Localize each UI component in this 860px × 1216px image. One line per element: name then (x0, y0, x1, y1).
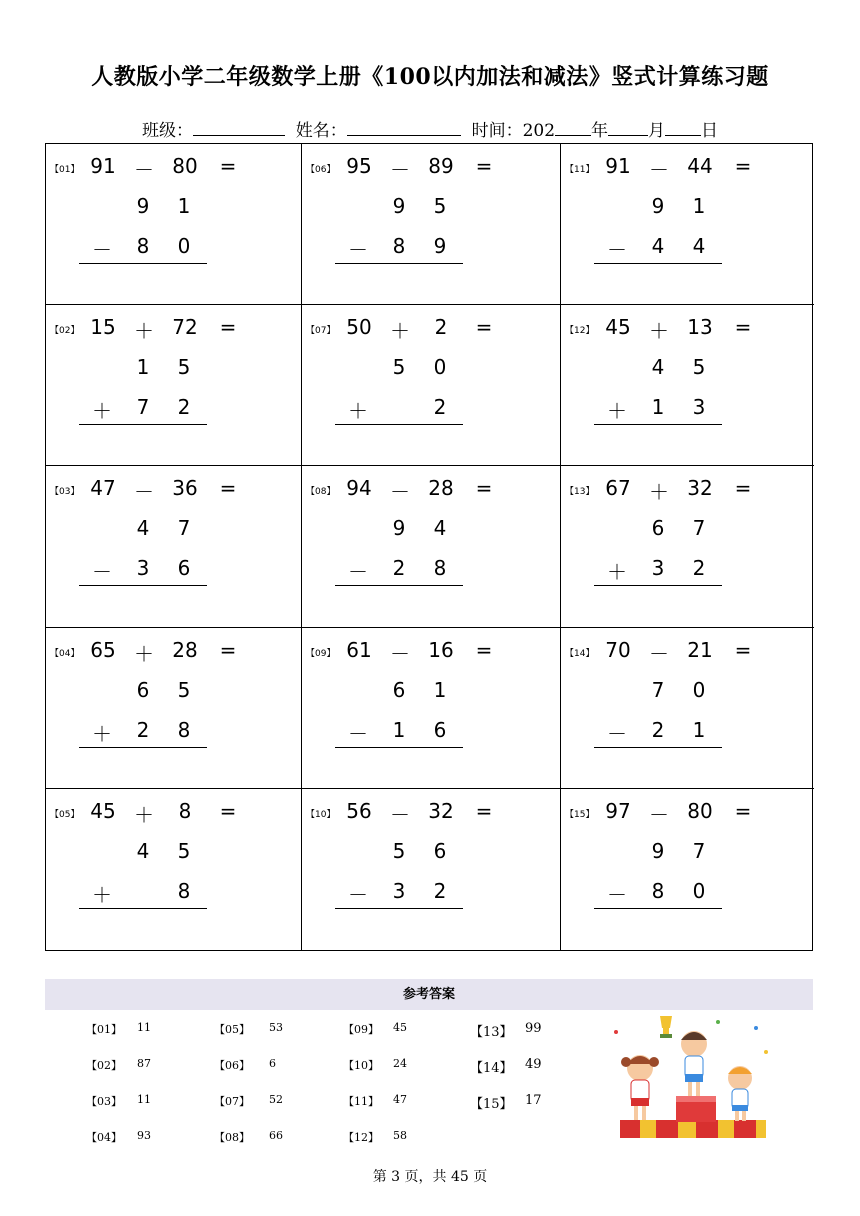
equation-op: － (134, 158, 154, 182)
equation-eq: = (734, 154, 752, 178)
name-blank[interactable] (347, 121, 461, 136)
vertical-operator: ＋ (92, 882, 112, 907)
answer-value: 47 (393, 1093, 407, 1106)
equation-b: 8 (178, 798, 192, 823)
name-label: 姓名： (295, 121, 347, 141)
vertical-digit: 6 (433, 717, 447, 742)
answer-label: 【02】 (86, 1059, 122, 1072)
vertical-digit: 8 (136, 234, 150, 258)
vertical-digit: 7 (651, 677, 665, 702)
page-footer: 第 3 页，共 45 页 (372, 1169, 488, 1185)
vertical-digit: 9 (651, 838, 665, 863)
equation-eq: = (475, 154, 493, 178)
year-blank[interactable] (555, 121, 591, 136)
vertical-bottom-row (561, 234, 801, 264)
vertical-digit: 2 (177, 395, 191, 420)
answer-value: 66 (269, 1129, 283, 1142)
answer-item (343, 1021, 433, 1037)
vertical-top-row (46, 678, 286, 708)
vertical-digit: 0 (692, 677, 706, 702)
vertical-bottom-row (561, 879, 801, 909)
answer-line[interactable] (594, 585, 722, 586)
equation-op: － (390, 158, 410, 182)
answer-label: 【04】 (86, 1131, 122, 1144)
answer-line[interactable] (335, 747, 463, 748)
vertical-operator: － (607, 721, 627, 746)
answer-value: 24 (393, 1057, 407, 1070)
answer-value: 52 (269, 1093, 283, 1106)
vertical-digit: 9 (136, 194, 150, 218)
vertical-digit: 9 (651, 194, 665, 218)
vertical-operator: ＋ (92, 399, 112, 424)
problem-cell (561, 305, 814, 466)
vertical-digit: 5 (392, 355, 406, 380)
vertical-digit: 3 (692, 395, 706, 420)
vertical-operator: ＋ (607, 399, 627, 424)
class-label: 班级： (141, 121, 193, 141)
problem-number: 【01】 (50, 165, 80, 175)
answer-line[interactable] (79, 263, 207, 264)
equation-op: ＋ (390, 319, 410, 344)
equation-b: 80 (172, 154, 198, 178)
vertical-digit: 9 (392, 194, 406, 218)
vertical-digit: 7 (692, 838, 706, 863)
answer-item (343, 1093, 433, 1109)
vertical-digit: 1 (177, 194, 191, 218)
vertical-operator: － (348, 238, 368, 262)
equation-a: 97 (605, 798, 631, 823)
problem-number: 【13】 (565, 487, 595, 498)
equation-b: 36 (172, 476, 198, 501)
equation-eq: = (219, 637, 237, 662)
answer-line[interactable] (335, 908, 463, 909)
equation-b: 32 (428, 798, 454, 823)
vertical-digit: 1 (692, 717, 706, 742)
equation-a: 95 (346, 154, 372, 178)
answer-value: 17 (525, 1093, 542, 1108)
answer-item (470, 1021, 560, 1040)
vertical-digit: 7 (136, 395, 150, 420)
equation-b: 2 (434, 315, 448, 340)
answer-line[interactable] (594, 263, 722, 264)
vertical-digit: 5 (692, 355, 706, 380)
answer-label: 【14】 (470, 1061, 513, 1076)
answer-value: 93 (137, 1129, 151, 1142)
vertical-digit: 7 (177, 516, 191, 541)
problem-cell (46, 144, 302, 305)
problem-cell (302, 466, 561, 627)
vertical-bottom-row (302, 879, 542, 909)
answer-item (86, 1057, 176, 1073)
equation-eq: = (219, 154, 237, 178)
answer-item (470, 1057, 560, 1076)
vertical-digit: 2 (392, 556, 406, 581)
vertical-bottom-row (46, 234, 286, 264)
vertical-operator: ＋ (92, 721, 112, 746)
vertical-digit: 6 (651, 516, 665, 541)
vertical-digit: 3 (136, 556, 150, 581)
problem-number: 【04】 (50, 648, 80, 659)
answer-item (214, 1057, 304, 1073)
equation-op: － (390, 802, 410, 827)
vertical-operator: ＋ (348, 399, 368, 424)
equation-b: 89 (428, 154, 454, 178)
vertical-digit: 4 (136, 838, 150, 863)
equation-b: 80 (687, 798, 713, 823)
vertical-digit: 9 (392, 516, 406, 541)
equation-op: ＋ (649, 319, 669, 344)
vertical-digit: 8 (177, 717, 191, 742)
equation-eq: = (219, 798, 237, 823)
equation-eq: = (734, 798, 752, 823)
vertical-digit: 2 (692, 556, 706, 581)
problem-cell (46, 789, 302, 950)
equation-b: 16 (428, 637, 454, 662)
equation-op: ＋ (134, 641, 154, 666)
equation-eq: = (734, 637, 752, 662)
vertical-digit: 0 (177, 234, 191, 258)
answer-line[interactable] (79, 747, 207, 748)
equation-eq: = (219, 476, 237, 501)
vertical-digit: 6 (392, 677, 406, 702)
answer-item (214, 1093, 304, 1109)
vertical-digit: 5 (392, 838, 406, 863)
equation-b: 72 (172, 315, 198, 340)
answer-label: 【12】 (343, 1131, 379, 1144)
answer-label: 【11】 (343, 1095, 379, 1108)
vertical-bottom-row (302, 556, 542, 586)
problem-number: 【10】 (306, 809, 336, 820)
equation-eq: = (734, 476, 752, 501)
equation-eq: = (475, 637, 493, 662)
vertical-digit: 5 (177, 838, 191, 863)
problem-number: 【06】 (306, 165, 336, 175)
vertical-digit: 4 (136, 516, 150, 541)
equation-a: 67 (605, 476, 631, 501)
vertical-digit: 5 (177, 677, 191, 702)
answer-line[interactable] (79, 908, 207, 909)
problem-cell (302, 628, 561, 789)
vertical-digit: 1 (692, 194, 706, 218)
answer-value: 58 (393, 1129, 407, 1142)
problem-number: 【15】 (565, 809, 595, 820)
equation-b: 21 (687, 637, 713, 662)
problem-cell (46, 305, 302, 466)
equation-a: 50 (346, 315, 372, 340)
problem-number: 【14】 (565, 648, 595, 659)
answer-item (343, 1129, 433, 1145)
vertical-digit: 2 (136, 717, 150, 742)
vertical-digit: 8 (651, 878, 665, 903)
vertical-digit: 2 (433, 395, 447, 420)
vertical-digit: 1 (136, 355, 150, 380)
vertical-operator: － (348, 882, 368, 907)
equation-eq: = (734, 315, 752, 340)
answer-line[interactable] (594, 424, 722, 425)
month-label: 月 (648, 121, 666, 141)
equation-op: － (649, 641, 669, 666)
year-label: 年 (591, 121, 609, 141)
equation-eq: = (475, 476, 493, 501)
problem-cell (46, 628, 302, 789)
equation-a: 47 (90, 476, 116, 501)
answer-line[interactable] (335, 263, 463, 264)
problem-grid (45, 143, 813, 951)
answer-label: 【07】 (214, 1095, 250, 1108)
vertical-top-row (46, 355, 286, 385)
vertical-operator: － (348, 721, 368, 746)
answer-item (214, 1129, 304, 1145)
problem-number: 【08】 (306, 487, 336, 498)
answer-line[interactable] (335, 585, 463, 586)
equation-a: 56 (346, 798, 372, 823)
day-label: 日 (701, 121, 719, 141)
problem-cell (561, 144, 814, 305)
equation-eq: = (475, 315, 493, 340)
answer-line[interactable] (79, 585, 207, 586)
answer-value: 53 (269, 1021, 283, 1034)
vertical-digit: 4 (433, 516, 447, 541)
vertical-digit: 8 (433, 556, 447, 581)
answer-label: 【08】 (214, 1131, 250, 1144)
vertical-digit: 8 (177, 878, 191, 903)
answer-label: 【05】 (214, 1023, 250, 1036)
vertical-top-row (302, 516, 542, 546)
day-blank[interactable] (665, 121, 701, 136)
equation-eq: = (219, 315, 237, 340)
answer-value: 99 (525, 1021, 542, 1036)
problem-cell (561, 789, 814, 950)
answer-value: 45 (393, 1021, 407, 1034)
answer-label: 【10】 (343, 1059, 379, 1072)
vertical-top-row (561, 194, 801, 224)
answer-line[interactable] (594, 908, 722, 909)
equation-a: 91 (605, 154, 631, 178)
equation-b: 28 (172, 637, 198, 662)
vertical-bottom-row (46, 556, 286, 586)
vertical-bottom-row (46, 718, 286, 748)
answer-label: 【13】 (470, 1025, 513, 1040)
vertical-bottom-row (302, 395, 542, 425)
equation-a: 45 (90, 798, 116, 823)
vertical-bottom-row (302, 718, 542, 748)
vertical-digit: 3 (392, 878, 406, 903)
vertical-top-row (561, 516, 801, 546)
vertical-top-row (46, 516, 286, 546)
vertical-digit: 4 (692, 234, 706, 258)
answer-item (470, 1093, 560, 1112)
answer-value: 87 (137, 1057, 151, 1070)
vertical-digit: 3 (651, 556, 665, 581)
vertical-bottom-row (46, 879, 286, 909)
equation-a: 70 (605, 637, 631, 662)
answer-value: 11 (137, 1021, 151, 1034)
answer-value: 6 (269, 1057, 276, 1070)
vertical-digit: 5 (433, 194, 447, 218)
answer-label: 【03】 (86, 1095, 122, 1108)
vertical-top-row (561, 839, 801, 869)
vertical-top-row (46, 839, 286, 869)
answer-item (86, 1021, 176, 1037)
vertical-operator: － (607, 882, 627, 907)
answer-item (343, 1057, 433, 1073)
problem-number: 【09】 (306, 648, 336, 659)
problem-cell (561, 466, 814, 627)
answer-line[interactable] (335, 424, 463, 425)
student-info-line (0, 116, 860, 141)
month-blank[interactable] (608, 121, 648, 136)
equation-op: － (649, 158, 669, 182)
equation-op: ＋ (649, 480, 669, 505)
vertical-digit: 9 (433, 234, 447, 258)
problem-cell (561, 628, 814, 789)
vertical-top-row (561, 355, 801, 385)
vertical-operator: － (92, 560, 112, 585)
equation-op: － (649, 802, 669, 827)
equation-a: 91 (90, 154, 116, 178)
answer-label: 【09】 (343, 1023, 379, 1036)
vertical-digit: 6 (433, 838, 447, 863)
page-title: 人教版小学二年级数学上册《100以内加法和减法》竖式计算练习题 (91, 64, 769, 90)
answer-line[interactable] (79, 424, 207, 425)
equation-b: 13 (687, 315, 713, 340)
vertical-bottom-row (561, 395, 801, 425)
vertical-operator: － (348, 560, 368, 585)
vertical-top-row (302, 839, 542, 869)
time-label: 时间：202 (471, 121, 556, 141)
equation-op: － (134, 480, 154, 505)
equation-op: － (390, 641, 410, 666)
equation-b: 28 (428, 476, 454, 501)
problem-cell (302, 305, 561, 466)
equation-a: 61 (346, 637, 372, 662)
answer-label: 【15】 (470, 1097, 513, 1112)
vertical-bottom-row (46, 395, 286, 425)
equation-b: 32 (687, 476, 713, 501)
vertical-top-row (302, 194, 542, 224)
problem-number: 【03】 (50, 487, 80, 498)
kids-podium-illustration (606, 1012, 776, 1142)
vertical-digit: 1 (433, 677, 447, 702)
vertical-digit: 1 (392, 717, 406, 742)
equation-eq: = (475, 798, 493, 823)
problem-cell (302, 144, 561, 305)
vertical-top-row (302, 355, 542, 385)
equation-a: 94 (346, 476, 372, 501)
equation-a: 45 (605, 315, 631, 340)
vertical-top-row (561, 678, 801, 708)
problem-number: 【07】 (306, 326, 336, 337)
answer-line[interactable] (594, 747, 722, 748)
answer-item (214, 1021, 304, 1037)
vertical-digit: 8 (392, 234, 406, 258)
problem-number: 【02】 (50, 326, 80, 337)
vertical-digit: 6 (136, 677, 150, 702)
vertical-operator: － (607, 238, 627, 262)
vertical-top-row (302, 678, 542, 708)
equation-a: 65 (90, 637, 116, 662)
equation-b: 44 (687, 154, 713, 178)
vertical-digit: 2 (651, 717, 665, 742)
problem-number: 【12】 (565, 326, 595, 337)
vertical-digit: 5 (177, 355, 191, 380)
equation-op: ＋ (134, 319, 154, 344)
answer-item (86, 1129, 176, 1145)
vertical-bottom-row (561, 718, 801, 748)
vertical-top-row (46, 194, 286, 224)
vertical-operator: － (92, 238, 112, 262)
problem-cell (302, 789, 561, 950)
equation-op: － (390, 480, 410, 505)
vertical-digit: 1 (651, 395, 665, 420)
answer-key-header: 参考答案 (45, 979, 813, 1010)
vertical-digit: 2 (433, 878, 447, 903)
vertical-bottom-row (302, 234, 542, 264)
answer-value: 11 (137, 1093, 151, 1106)
answer-value: 49 (525, 1057, 542, 1072)
vertical-operator: ＋ (607, 560, 627, 585)
vertical-digit: 7 (692, 516, 706, 541)
problem-number: 【11】 (565, 165, 595, 175)
problem-number: 【05】 (50, 809, 80, 820)
vertical-digit: 4 (651, 234, 665, 258)
answer-item (86, 1093, 176, 1109)
answer-label: 【06】 (214, 1059, 250, 1072)
vertical-digit: 6 (177, 556, 191, 581)
vertical-digit: 0 (433, 355, 447, 380)
equation-op: ＋ (134, 802, 154, 827)
class-blank[interactable] (193, 121, 285, 136)
problem-cell (46, 466, 302, 627)
vertical-digit: 0 (692, 878, 706, 903)
answer-label: 【01】 (86, 1023, 122, 1036)
vertical-bottom-row (561, 556, 801, 586)
vertical-digit: 4 (651, 355, 665, 380)
equation-a: 15 (90, 315, 116, 340)
